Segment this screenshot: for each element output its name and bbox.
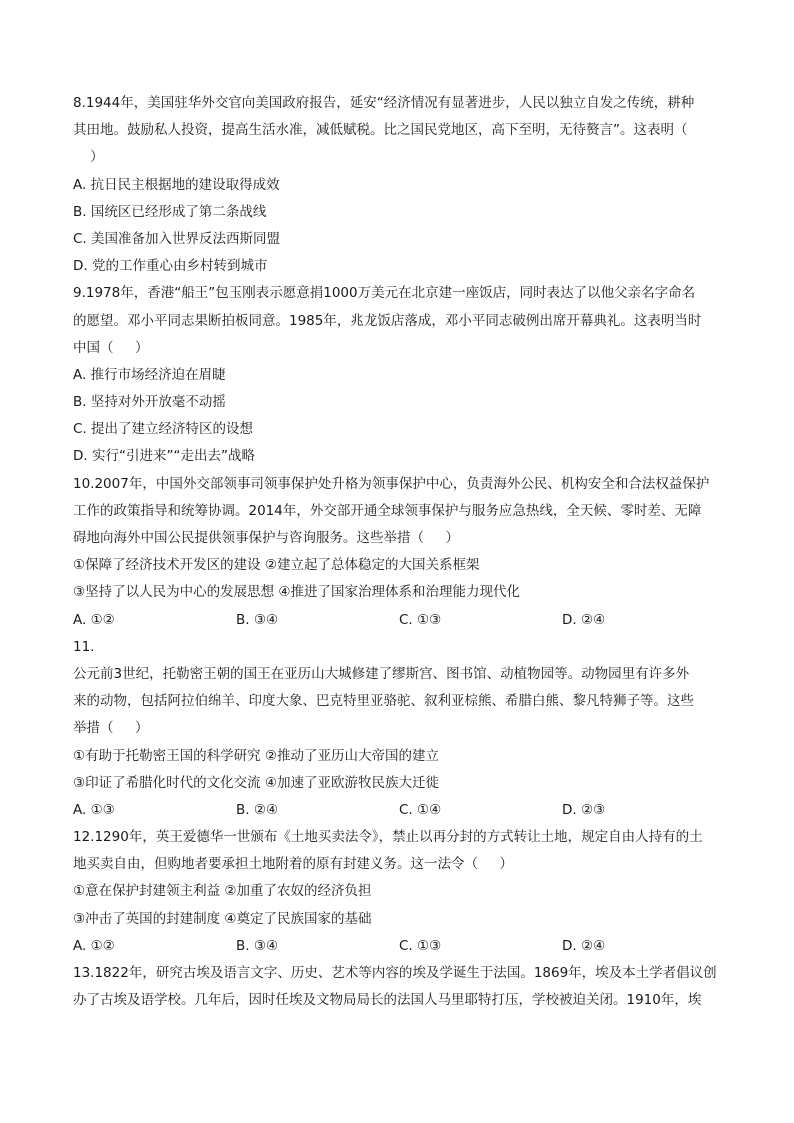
statement-line: ①意在保护封建领主利益 ②加重了农奴的经济负担 [73, 883, 372, 900]
option-b: B. 坚持对外开放毫不动摇 [73, 394, 226, 411]
choice-c: C. ①④ [399, 801, 442, 818]
option-a: A. 推行市场经济迫在眉睫 [73, 366, 226, 383]
question-stem-line: 举措（ ） [73, 720, 149, 737]
question-stem-line: 9.1978年，香港“船王”包玉刚表示愿意捐1000万美元在北京建一座饭店，同时表达了以他父亲名字命名 [73, 285, 696, 302]
question-stem-line: ） [73, 149, 104, 166]
choice-c: C. ①③ [399, 937, 442, 954]
question-stem-line: 的愿望。邓小平同志果断拍板同意。1985年，兆龙饭店落成，邓小平同志破例出席开幕典礼。这表明当时 [73, 312, 702, 329]
option-d: D. 党的工作重心由乡村转到城市 [73, 258, 268, 275]
question-number: 11. [73, 638, 95, 655]
choice-a: A. ①③ [73, 801, 115, 818]
choice-row [73, 607, 725, 634]
statement-line: ③冲击了英国的封建制度 ④奠定了民族国家的基础 [73, 910, 372, 927]
choice-row [73, 933, 725, 960]
choice-d: D. ②④ [562, 611, 606, 628]
question-stem-line: 12.1290年，英王爱德华一世颁布《土地买卖法令》，禁止以再分封的方式转让土地，规定自由人持有的土 [73, 829, 703, 846]
question-stem-line: 工作的政策指导和统筹协调。2014年，外交部开通全球领事保护与服务应急热线，全天候、零时差、无障 [73, 502, 702, 519]
question-stem-line: 中国（ ） [73, 339, 149, 356]
choice-b: B. ②④ [236, 801, 279, 818]
question-stem-line: 办了古埃及语学校。几年后，因时任埃及文物局局长的法国人马里耶特打压，学校被迫关闭。1910年，埃 [73, 992, 702, 1009]
option-a: A. 抗日民主根据地的建设取得成效 [73, 176, 280, 193]
choice-a: A. ①② [73, 611, 115, 628]
choice-c: C. ①③ [399, 611, 442, 628]
question-stem-line: 13.1822年，研究古埃及语言文字、历史、艺术等内容的埃及学诞生于法国。1869年，埃及本土学者倡议创 [73, 965, 717, 981]
option-b: B. 国统区已经形成了第二条战线 [73, 203, 267, 220]
question-13 [73, 960, 725, 1014]
option-c: C. 美国准备加入世界反法西斯同盟 [73, 230, 281, 247]
choice-row [73, 797, 725, 824]
statement-line: ①有助于托勒密王国的科学研究 ②推动了亚历山大帝国的建立 [73, 747, 439, 764]
option-d: D. 实行“引进来”“走出去”战略 [73, 448, 255, 465]
exam-page [73, 90, 725, 1014]
choice-d: D. ②④ [562, 937, 606, 954]
option-c: C. 提出了建立经济特区的设想 [73, 421, 254, 438]
question-stem-line: 其田地。鼓励私人投资，提高生活水准，减低赋税。比之国民党地区，高下至明，无待赘言”。这表明（ [73, 122, 688, 139]
question-stem-line: 地买卖自由，但购地者要承担土地附着的原有封建义务。这一法令（ ） [73, 856, 513, 873]
question-stem-line: 公元前3世纪，托勒密王朝的国王在亚历山大城修建了缪斯宫、图书馆、动植物园等。动物园里有许多外 [73, 665, 690, 682]
choice-d: D. ②③ [562, 801, 606, 818]
question-stem-line: 8.1944年，美国驻华外交官向美国政府报告，延安“经济情况有显著进步，人民以独立自发之传统，耕种 [73, 95, 695, 111]
statement-line: ③坚持了以人民为中心的发展思想 ④推进了国家治理体系和治理能力现代化 [73, 584, 520, 601]
question-stem-line: 10.2007年，中国外交部领事司领事保护处升格为领事保护中心，负责海外公民、机构安全和合法权益保护 [73, 475, 710, 492]
question-11 [73, 634, 725, 824]
choice-a: A. ①② [73, 937, 115, 954]
choice-b: B. ③④ [236, 937, 279, 954]
choice-b: B. ③④ [236, 611, 279, 628]
question-9 [73, 280, 725, 470]
statement-line: ③印证了希腊化时代的文化交流 ④加速了亚欧游牧民族大迁徙 [73, 774, 439, 791]
question-12 [73, 824, 725, 960]
question-stem-line: 来的动物，包括阿拉伯绵羊、印度大象、巴克特里亚骆驼、叙利亚棕熊、希腊白熊、黎凡特狮子等。这些 [73, 693, 694, 710]
question-stem-line: 碍地向海外中国公民提供领事保护与咨询服务。这些举措（ ） [73, 530, 459, 546]
question-10 [73, 471, 725, 634]
statement-line: ①保障了经济技术开发区的建设 ②建立起了总体稳定的大国关系框架 [73, 557, 480, 574]
question-8 [73, 90, 725, 280]
